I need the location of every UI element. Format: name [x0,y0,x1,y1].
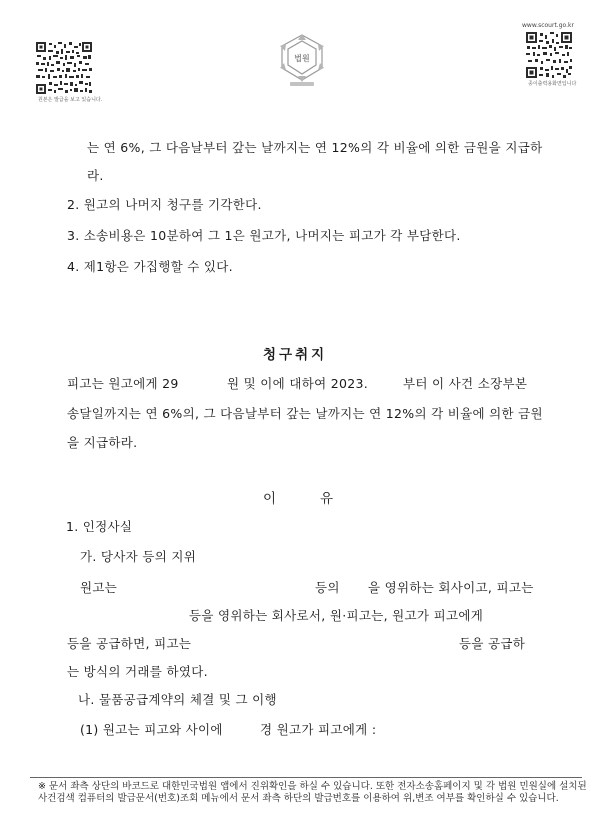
reasons-heading-char-1: 이 [263,491,277,507]
right-qr-code [526,32,572,78]
footer-verification-note: ※ 문서 좌측 상단의 바코드로 대한민국법원 앱에서 진위확인을 하실 수 있습니다. 또한 전자소송홈페이지 및 각 법원 민원실에 설치된 사건검색 컴퓨터의 발급문서(번호)조회 메뉴에서 문서 좌측 하단의 발급번호를 이용하여 위,변조 여부를 확인하실 수 있습니다. [38,781,587,804]
para-5a: (1) 원고는 피고와 사이에 [80,722,223,737]
reasons-heading-char-2: 유 [320,491,334,507]
para-1a: 원고는 [80,580,118,595]
left-verification-barcode [36,42,92,94]
para-5b: 경 원고가 피고에게 : [260,722,377,737]
judgment-item-2: 2. 원고의 나머지 청구를 기각한다. [67,197,262,212]
para-3b: 등을 공급하 [459,636,526,651]
subsection-na-title: 나. 물품공급계약의 체결 및 그 이행 [78,692,277,707]
right-qr-caption: 종이출력용화면입니다 [528,81,577,87]
footer-divider [30,777,582,778]
claim-line-2: 송달일까지는 연 6%의, 그 다음날부터 갚는 날까지는 연 12%의 각 비율에 의한 금원 [67,406,543,421]
court-seal-text: 법원 [294,54,310,63]
claim-line-1a: 피고는 원고에게 29 [67,376,179,391]
judgment-continuation-line-1: 는 연 6%, 그 다음날부터 갚는 날까지는 연 12%의 각 비율에 의한 금원을 지급하 [87,140,543,155]
claim-line-1b: 원 및 이에 대하여 2023. [227,376,369,391]
claim-heading: 청구취지 [263,347,328,363]
para-1b: 등의 [315,580,340,595]
claim-line-3: 을 지급하라. [67,435,138,450]
para-2: 등을 영위하는 회사로서, 원·피고는, 원고가 피고에게 [189,608,484,623]
para-4: 는 방식의 거래를 하였다. [67,664,208,679]
para-1c: 을 영위하는 회사이고, 피고는 [368,580,534,595]
judgment-continuation-line-2: 라. [87,168,104,183]
judgment-item-3: 3. 소송비용은 10분하여 그 1은 원고가, 나머지는 피고가 각 부담한다. [67,228,461,243]
subsection-ga-title: 가. 당사자 등의 지위 [80,549,197,564]
judgment-item-4: 4. 제1항은 가집행할 수 있다. [67,259,233,274]
left-barcode-caption: 원본은 발급을 보고 있습니다. [38,97,103,103]
claim-line-1c: 부터 이 사건 소장부본 [403,376,528,391]
section-1-title: 1. 인정사실 [66,519,133,534]
site-url: www.scourt.go.kr [522,22,574,29]
para-3a: 등을 공급하면, 피고는 [67,636,192,651]
